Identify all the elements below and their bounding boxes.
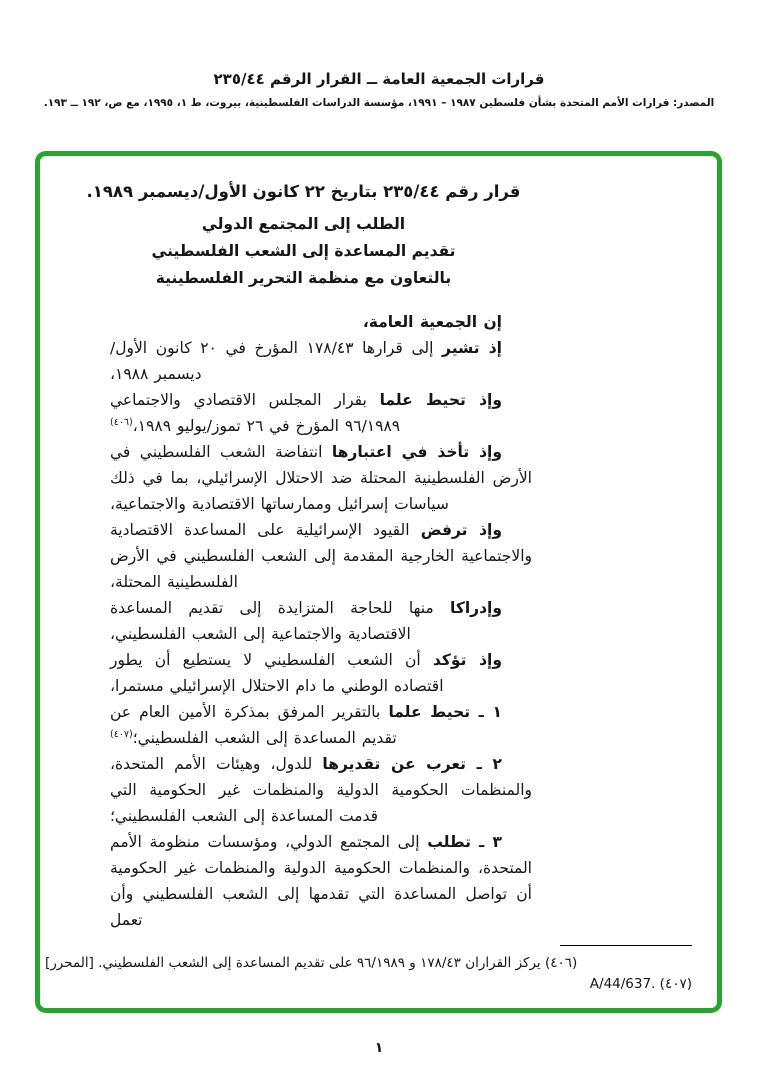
page-header (0, 70, 758, 109)
paragraph-lead: إن الجمعية العامة، (362, 313, 502, 331)
resolution-paragraph: ١ ـ تحيط علما بالتقرير المرفق بمذكرة الأمين العام عن تقديم المساعدة إلى الشعب الفلسطيني؛$^{(٤٠٧)}$ (110, 703, 502, 747)
resolution-paragraph: وإذ ترفض القيود الإسرائيلية على المساعدة الاقتصادية والاجتماعية الخارجية المقدمة إلى الشعب الفلسطيني في الأرض الفلسطينية المحتلة، (110, 521, 532, 591)
resolution-paragraph: وإذ تأخذ في اعتبارها انتفاضة الشعب الفلسطيني في الأرض الفلسطينية المحتلة ضد الاحتلال الإسرائيلي، بما في ذلك سياسات إسرائيل وممارساتها الاقتصادية والاجتماعية، (110, 443, 532, 513)
green-annotation-box (35, 151, 722, 1013)
paragraph-number: ١ ـ (470, 703, 502, 721)
resolution-paragraph: وإذ تحيط علما بقرار المجلس الاقتصادي والاجتماعي ٩٦/١٩٨٩ المؤرخ في ٢٦ تموز/يوليو ١٩٨٩،$^{(٤٠٦)}$ (110, 391, 502, 435)
paragraph-lead: وإذ تؤكد (432, 651, 502, 669)
paragraph-lead: وإذ ترفض (420, 521, 502, 539)
page-number: ١ (374, 1040, 384, 1056)
paragraph-lead: وإذ تحيط علما (379, 391, 502, 409)
footnote-list (45, 953, 692, 995)
subtitle-line: بالتعاون مع منظمة التحرير الفلسطينية (155, 269, 452, 287)
footnote-marker: (٤٠٧) (659, 976, 692, 992)
resolution-subtitle (35, 211, 647, 292)
paragraph-lead: تطلب (427, 833, 471, 851)
resolution-paragraph: إذ تشير إلى قرارها ١٧٨/٤٣ المؤرخ في ٢٠ كانون الأول/ديسمبر ١٩٨٨، (110, 339, 502, 383)
resolution-paragraph: وإدراكا منها للحاجة المتزايدة إلى تقديم المساعدة الاقتصادية والاجتماعية إلى الشعب الفلسطيني، (110, 599, 502, 643)
resolution-body (110, 309, 532, 933)
resolution-paragraph: وإذ تؤكد أن الشعب الفلسطيني لا يستطيع أن يطور اقتصاده الوطني ما دام الاحتلال الإسرائيلي مستمرا، (110, 651, 502, 695)
resolution-paragraph (110, 309, 532, 335)
paragraph-lead: إذ تشير (442, 339, 502, 357)
paragraph-lead: وإدراكا (450, 599, 502, 617)
resolution-heading: قرار رقم ٢٣٥/٤٤ بتاريخ ٢٢ كانون الأول/ديسمبر ١٩٨٩. (86, 182, 521, 201)
paragraph-number: ٣ ـ (470, 833, 502, 851)
footnote-reference: (٤٠٧) (110, 729, 133, 740)
resolution-paragraph: ٣ ـ تطلب إلى المجتمع الدولي، ومؤسسات منظومة الأمم المتحدة، والمنظمات الحكومية الدولية والمنظمات غير الحكومية أن تواصل المساعدة التي تقدمها إلى الشعب الفلسطيني وأن تعمل (110, 833, 532, 929)
subtitle-line: الطلب إلى المجتمع الدولي (201, 215, 406, 233)
resolution-content (40, 156, 717, 1008)
document-header-title: قرارات الجمعية العامة ــ القرار الرقم ٢٣٥/٤٤ (213, 70, 545, 88)
source-citation-line: المصدر: قرارات الأمم المتحدة بشأن فلسطين ١٩٨٧ – ١٩٩١، مؤسسة الدراسات الفلسطينية، بيروت، ط ١، ١٩٩٥، مع ص، ١٩٢ ــ ١٩٣. (43, 97, 715, 109)
paragraph-lead: وإذ تأخذ في اعتبارها (331, 443, 502, 461)
footnote-latin-text: A/44/637. (589, 976, 656, 992)
footnote-reference: (٤٠٦) (110, 417, 133, 428)
paragraph-number: ٢ ـ (465, 755, 502, 773)
subtitle-line: تقديم المساعدة إلى الشعب الفلسطيني (151, 242, 456, 260)
footnote-item: (٤٠٦) يركز القراران ١٧٨/٤٣ و ٩٦/١٩٨٩ على تقديم المساعدة إلى الشعب الفلسطيني. [المحرر] (45, 955, 578, 971)
footnote-separator (560, 945, 692, 946)
footnote-marker: (٤٠٦) (544, 955, 578, 971)
resolution-paragraph: ٢ ـ تعرب عن تقديرها للدول، وهيئات الأمم المتحدة، والمنظمات الحكومية الدولية والمنظمات غير الحكومية التي قدمت المساعدة إلى الشعب الفلسطيني؛ (110, 755, 532, 825)
footnotes-block (45, 945, 692, 995)
resolution-title-block (35, 182, 647, 292)
paragraph-lead: تحيط علما (388, 703, 471, 721)
paragraph-lead: تعرب عن تقديرها (322, 755, 466, 773)
footnote-item (45, 974, 692, 995)
